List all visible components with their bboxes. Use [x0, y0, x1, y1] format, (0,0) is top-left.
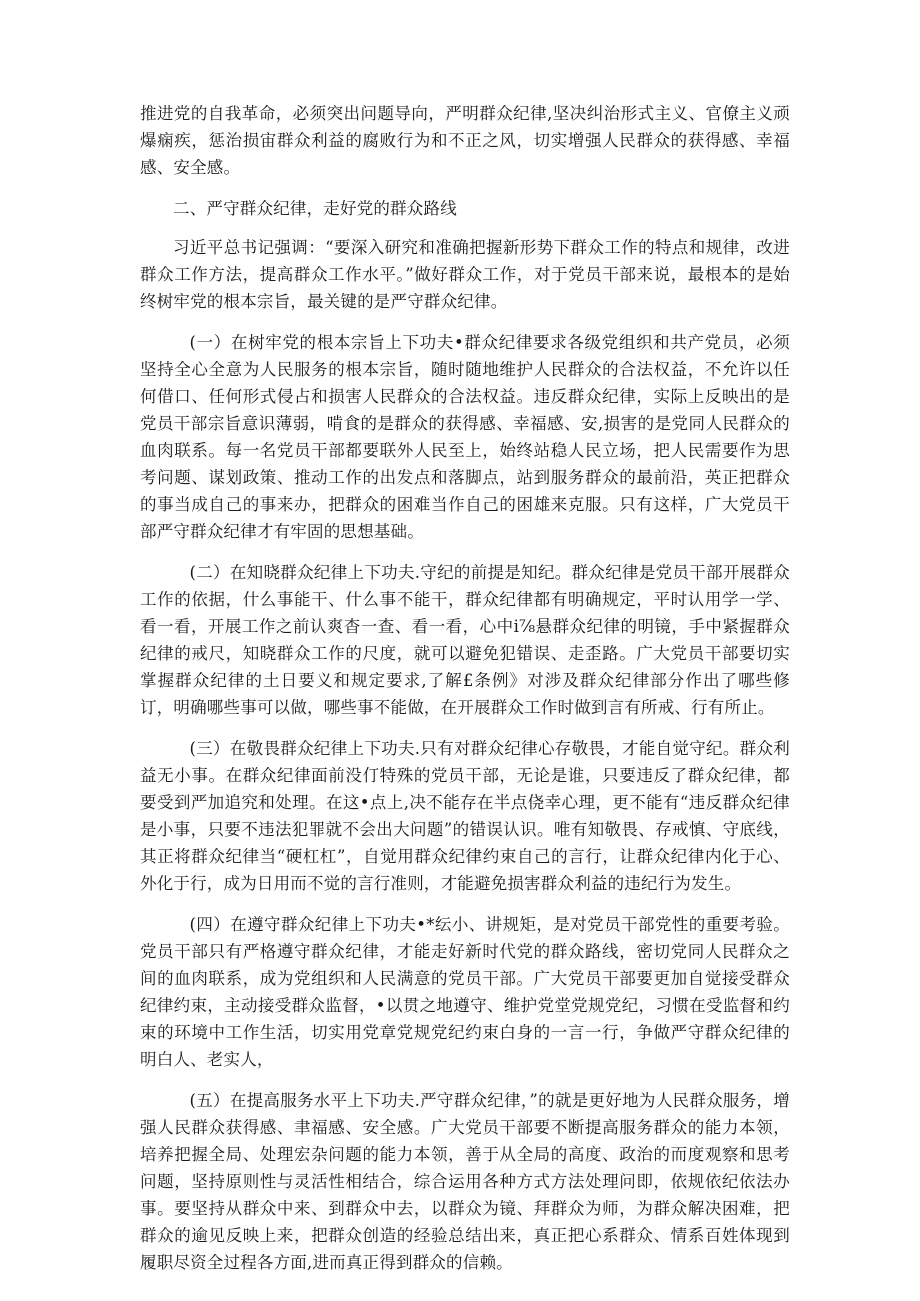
section-heading: 二、严守群众纪律，走好党的群众路线 — [173, 199, 457, 218]
paragraph-point-4: (四）在遵守群众纪律上下功夫•*纭小、讲规矩，是对党员干部党性的重要考验。党员干部只有严格遵守群众纪律，才能走好新时代党的群众路线，密切党同人民群众之间的血肉联系，成为党组织和人民满意的党员干部。广大党员干部要更加自觉接受群众纪律约束，主动接受群众监督，•以贯之地遵守、维护党堂党规党纪，习惯在受监督和约束的环境中工作生活，切实用党章党规党纪约束白身的一言一行，争做严守群众纪律的明白人、老实人， — [140, 915, 790, 1069]
paragraph-point-2: (二）在知晓群众纪律上下功夫.守纪的前提是知纪。群众纪律是党员干部开展群众工作的依据，什么事能干、什么事不能干，群众纪律都有明确规定，平时认用学一学、看一看，开展工作之前认爽杳一查、看一看，心中i⅞悬群众纪律的明镜，手中紧握群众纪律的戒尺，知晓群众工作的尺度，就可以避免犯错误、走歪路。广大党员干部要切实掌握群众纪律的土日要义和规定要求,了解£条例》对涉及群众纪律部分作出了哪些修订，明确哪些事可以做，哪些事不能做，在开展群众工作时做到言有所戒、行有所止。 — [140, 563, 790, 717]
paragraph-point-3: (三）在敬畏群众纪律上下功夫.只有对群众纪律心存敬畏，才能自觉守纪。群众利益无小事。在群众纪律面前没仃特殊的党员干部，无论是谁，只要违反了群众纪律，都要受到严加追究和处理。在这•点上,决不能存在半点侥幸心理，更不能有“违反群众纪律是小事，只要不违法犯罪就不会出大问题”的错误认识。唯有知敬畏、存戒慎、守底线，其正将群众纪律当“硬杠杠”，自觉用群众纪律约束自己的言行，让群众纪律内化于心、外化于行，成为日用而不觉的言行准则，才能避免损害群众利益的违纪行为发生。 — [140, 739, 790, 893]
paragraph-quote: 习近平总书记强调：“要深入研究和准确把握新形势下群众工作的特点和规律，改进群众工作方法，提高群众工作水平。”做好群众工作，对于党员干部来说，最根本的是始终树牢党的根本宗旨，最关键的是严守群众纪律。 — [140, 238, 790, 311]
paragraph-point-1: (一）在树牢党的根本宗旨上下功夫•群众纪律要求各级党组织和共产党员，必须坚持全心全意为人民服务的根本宗旨，随时随地维护人民群众的合法权益，不允许以任何借口、任何形式侵占和损害人民群众的合法权益。违反群众纪律，实际上反映出的是党员干部宗旨意识薄弱，啃食的是群众的获得感、幸福感、安,损害的是党同人民群众的血肉联系。每一名党员干部都要联外人民至上，始终站稳人民立场，把人民需要作为思考问题、谋划政策、推动工作的出发点和落脚点，站到服务群众的最前沿，英正把群众的事当成自己的事来办，把群众的困难当作自己的困雄来克服。只有这样，广大党员干部严守群众纪律才有牢固的思想基础。 — [140, 333, 790, 541]
paragraph-point-5: (五）在提高服务水平上下功夫.严守群众纪律，”的就是更好地为人民群众服务，增强人民群众获得感、聿福感、安全感。广大党员干部要不断提高服务群众的能力本领，培养把握全局、处理宏杂问题的能力本领，善于从全局的高度、政治的而度观察和思考问题，坚持原则性与灵活性相结合，综合运用各种方式方法处理问即，依规依纪依法办事。要坚持从群众中来、到群众中去，以群众为镜、拜群众为师，为群众解决困难，把群众的逾见反映上来，把群众创造的经验总结出来，真正把心系群众、情系百姓体现到履职尽资全过程各方面,进而真正得到群众的信赖。 — [140, 1091, 790, 1272]
paragraph-intro: 推进党的自我革命，必须突出问题导向，严明群众纪律,坚决纠治形式主义、官僚主义顽爆痫疾，惩治损宙群众利益的腐败行为和不正之风，切实增强人民群众的获得感、幸福感、安全感。 — [140, 104, 790, 177]
document-body — [140, 100, 790, 1290]
